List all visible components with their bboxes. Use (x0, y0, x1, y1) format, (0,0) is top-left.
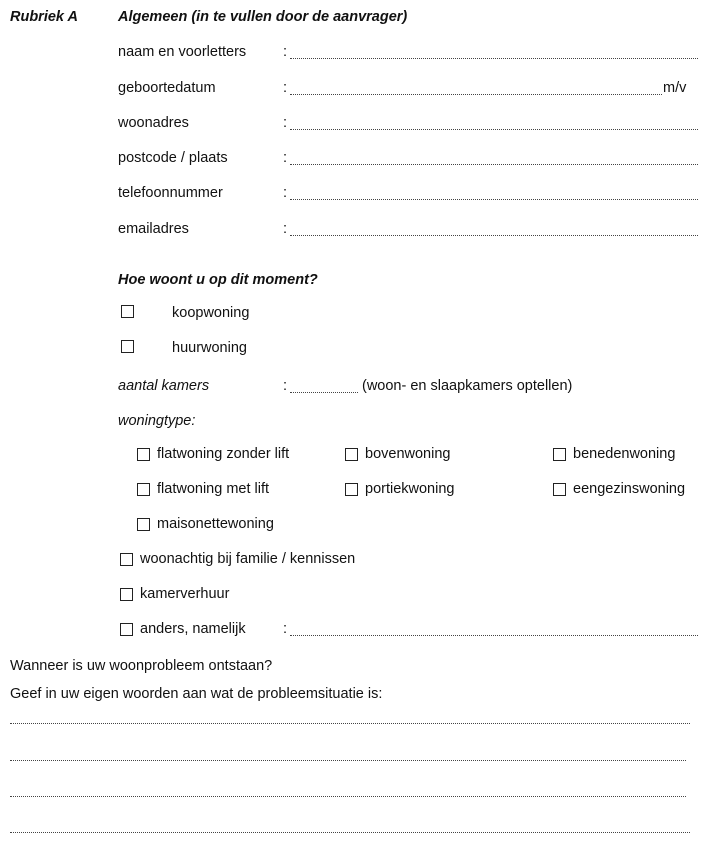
woningtype-label: eengezinswoning (573, 481, 686, 497)
woningtype-label: benedenwoning (573, 446, 676, 462)
colon: : (283, 378, 288, 394)
field-input[interactable] (290, 115, 698, 130)
woningtype-label: maisonettewoning (157, 516, 274, 532)
checkbox-woningtype[interactable] (345, 448, 358, 461)
question-describe: Geef in uw eigen woorden aan wat de probleemsituatie is: (10, 686, 383, 702)
colon: : (283, 115, 288, 131)
answer-line[interactable] (10, 709, 690, 724)
checkbox-other[interactable] (120, 588, 133, 601)
field-input[interactable] (290, 221, 698, 236)
section-title: Algemeen (in te vullen door de aanvrager) (118, 9, 408, 25)
field-input[interactable] (290, 80, 662, 95)
type-label: woningtype: (118, 413, 196, 429)
field-input[interactable] (290, 185, 698, 200)
other-label: woonachtig bij familie / kennissen (140, 551, 356, 567)
woningtype-label: bovenwoning (365, 446, 451, 462)
field-label: naam en voorletters (118, 44, 247, 60)
woningtype-label: portiekwoning (365, 481, 455, 497)
checkbox-other[interactable] (120, 553, 133, 566)
label-koopwoning: koopwoning (172, 305, 250, 321)
section-label: Rubriek A (10, 9, 78, 25)
field-label: postcode / plaats (118, 150, 228, 166)
woningtype-label: flatwoning zonder lift (157, 446, 290, 462)
colon: : (283, 44, 288, 60)
checkbox-other[interactable] (120, 623, 133, 636)
woningtype-label: flatwoning met lift (157, 481, 270, 497)
answer-line[interactable] (10, 818, 690, 833)
label-huurwoning: huurwoning (172, 340, 247, 356)
field-label: telefoonnummer (118, 185, 223, 201)
checkbox-woningtype[interactable] (137, 483, 150, 496)
field-input[interactable] (290, 44, 698, 59)
question-when: Wanneer is uw woonprobleem ontstaan? (10, 658, 273, 674)
field-label: woonadres (118, 115, 189, 131)
rooms-label: aantal kamers (118, 378, 210, 394)
checkbox-woningtype[interactable] (553, 448, 566, 461)
field-label: emailadres (118, 221, 189, 237)
colon: : (283, 221, 288, 237)
checkbox-woningtype[interactable] (345, 483, 358, 496)
answer-line[interactable] (10, 782, 686, 797)
other-input[interactable] (290, 621, 698, 636)
colon: : (283, 185, 288, 201)
field-label: geboortedatum (118, 80, 216, 96)
checkbox-woningtype[interactable] (137, 518, 150, 531)
checkbox-koopwoning[interactable] (121, 305, 134, 318)
other-label: kamerverhuur (140, 586, 230, 602)
answer-line[interactable] (10, 746, 686, 761)
colon: : (283, 80, 288, 96)
checkbox-woningtype[interactable] (137, 448, 150, 461)
checkbox-woningtype[interactable] (553, 483, 566, 496)
housing-question: Hoe woont u op dit moment? (118, 272, 318, 288)
gender-suffix: m/v (663, 80, 687, 96)
field-input[interactable] (290, 150, 698, 165)
colon: : (283, 621, 288, 637)
other-label: anders, namelijk (140, 621, 246, 637)
rooms-input[interactable] (290, 378, 358, 393)
colon: : (283, 150, 288, 166)
checkbox-huurwoning[interactable] (121, 340, 134, 353)
rooms-hint: (woon- en slaapkamers optellen) (362, 378, 573, 394)
